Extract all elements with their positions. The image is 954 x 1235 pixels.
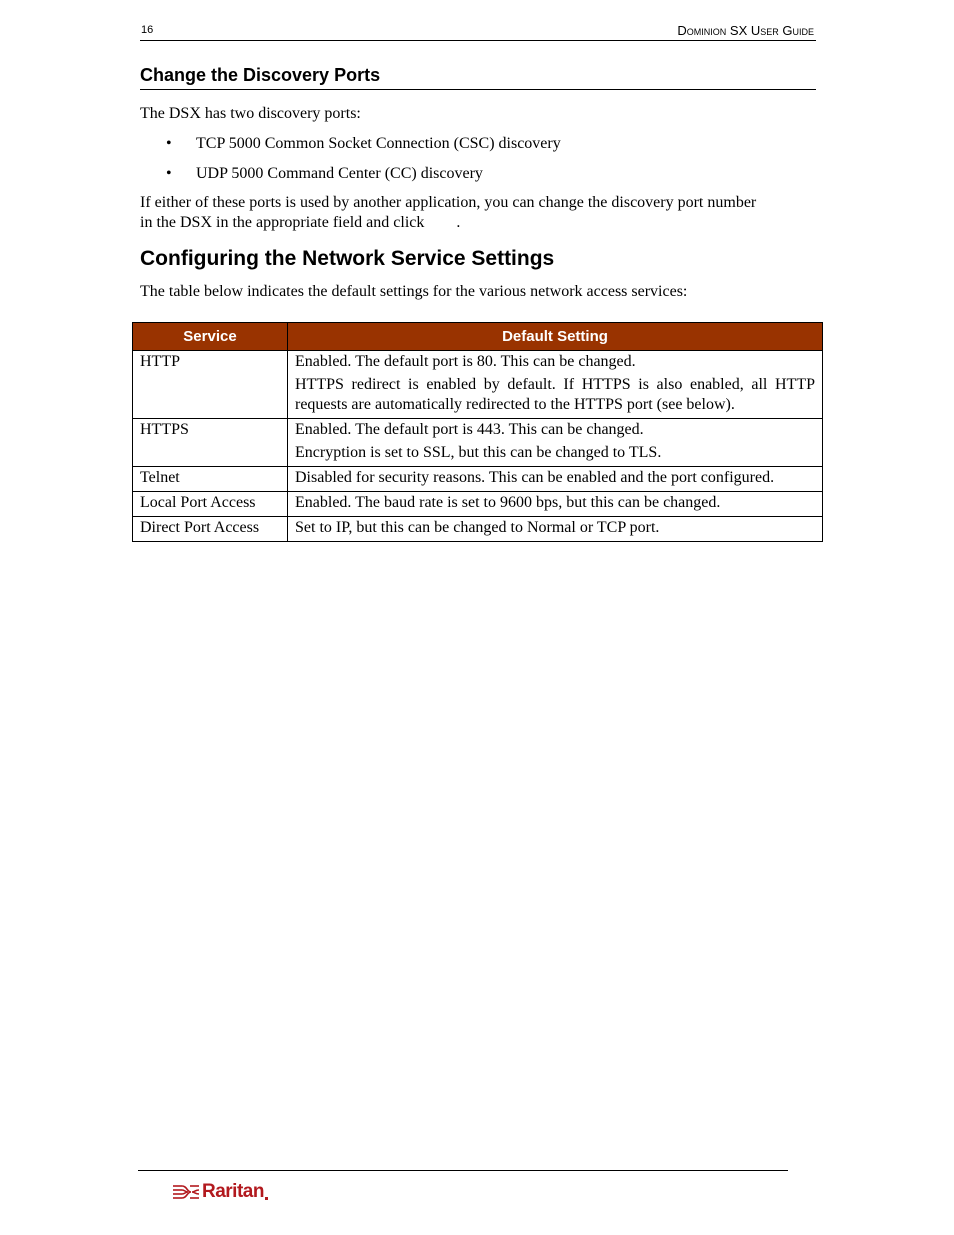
table-header-row: [133, 323, 823, 351]
service-cell: Local Port Access: [133, 492, 288, 517]
setting-cell: Enabled. The default port is 80. This can be changed. HTTPS redirect is enabled by default. If HTTPS is also enabled, all HTTP requests are automatically redirected to the HTTPS port (see below).: [288, 351, 823, 419]
page-number: 16: [141, 24, 154, 36]
service-cell: HTTPS: [133, 419, 288, 467]
discovery-paragraph-line1: If either of these ports is used by another application, you can change the discovery port number: [140, 194, 757, 211]
table-row: [133, 492, 823, 517]
column-header-service: Service: [133, 323, 288, 351]
service-cell: HTTP: [133, 351, 288, 419]
setting-cell: Set to IP, but this can be changed to Normal or TCP port.: [288, 517, 823, 542]
logo-dot: [265, 1197, 268, 1200]
bullet-item-udp: UDP 5000 Command Center (CC) discovery: [196, 165, 483, 182]
table-row: [133, 351, 823, 419]
service-cell: Telnet: [133, 467, 288, 492]
raritan-logo: [173, 1180, 268, 1204]
table-row: [133, 517, 823, 542]
discovery-paragraph-line2: in the DSX in the appropriate field and click .: [140, 214, 461, 231]
table-row: [133, 467, 823, 492]
table-row: [133, 419, 823, 467]
page-header: [140, 22, 816, 41]
bullet-dot-icon: •: [166, 165, 172, 182]
raritan-mark-icon: [173, 1183, 199, 1201]
setting-cell: Disabled for security reasons. This can be enabled and the port configured.: [288, 467, 823, 492]
discovery-intro: The DSX has two discovery ports:: [140, 105, 361, 122]
section-title-network-service: Configuring the Network Service Settings: [140, 247, 555, 270]
guide-title: Dominion SX User Guide: [677, 23, 814, 38]
service-cell: Direct Port Access: [133, 517, 288, 542]
bullet-dot-icon: •: [166, 135, 172, 152]
bullet-item-tcp: TCP 5000 Common Socket Connection (CSC) discovery: [196, 135, 561, 152]
setting-cell: Enabled. The default port is 443. This can be changed. Encryption is set to SSL, but this can be changed to TLS.: [288, 419, 823, 467]
network-service-intro: The table below indicates the default settings for the various network access services:: [140, 283, 688, 300]
network-services-table: [132, 322, 823, 542]
section-title-discovery-ports: Change the Discovery Ports: [140, 63, 816, 90]
setting-cell: Enabled. The baud rate is set to 9600 bps, but this can be changed.: [288, 492, 823, 517]
column-header-default-setting: Default Setting: [288, 323, 823, 351]
logo-wordmark: Raritan: [202, 1181, 264, 1202]
footer-rule: [138, 1170, 788, 1171]
